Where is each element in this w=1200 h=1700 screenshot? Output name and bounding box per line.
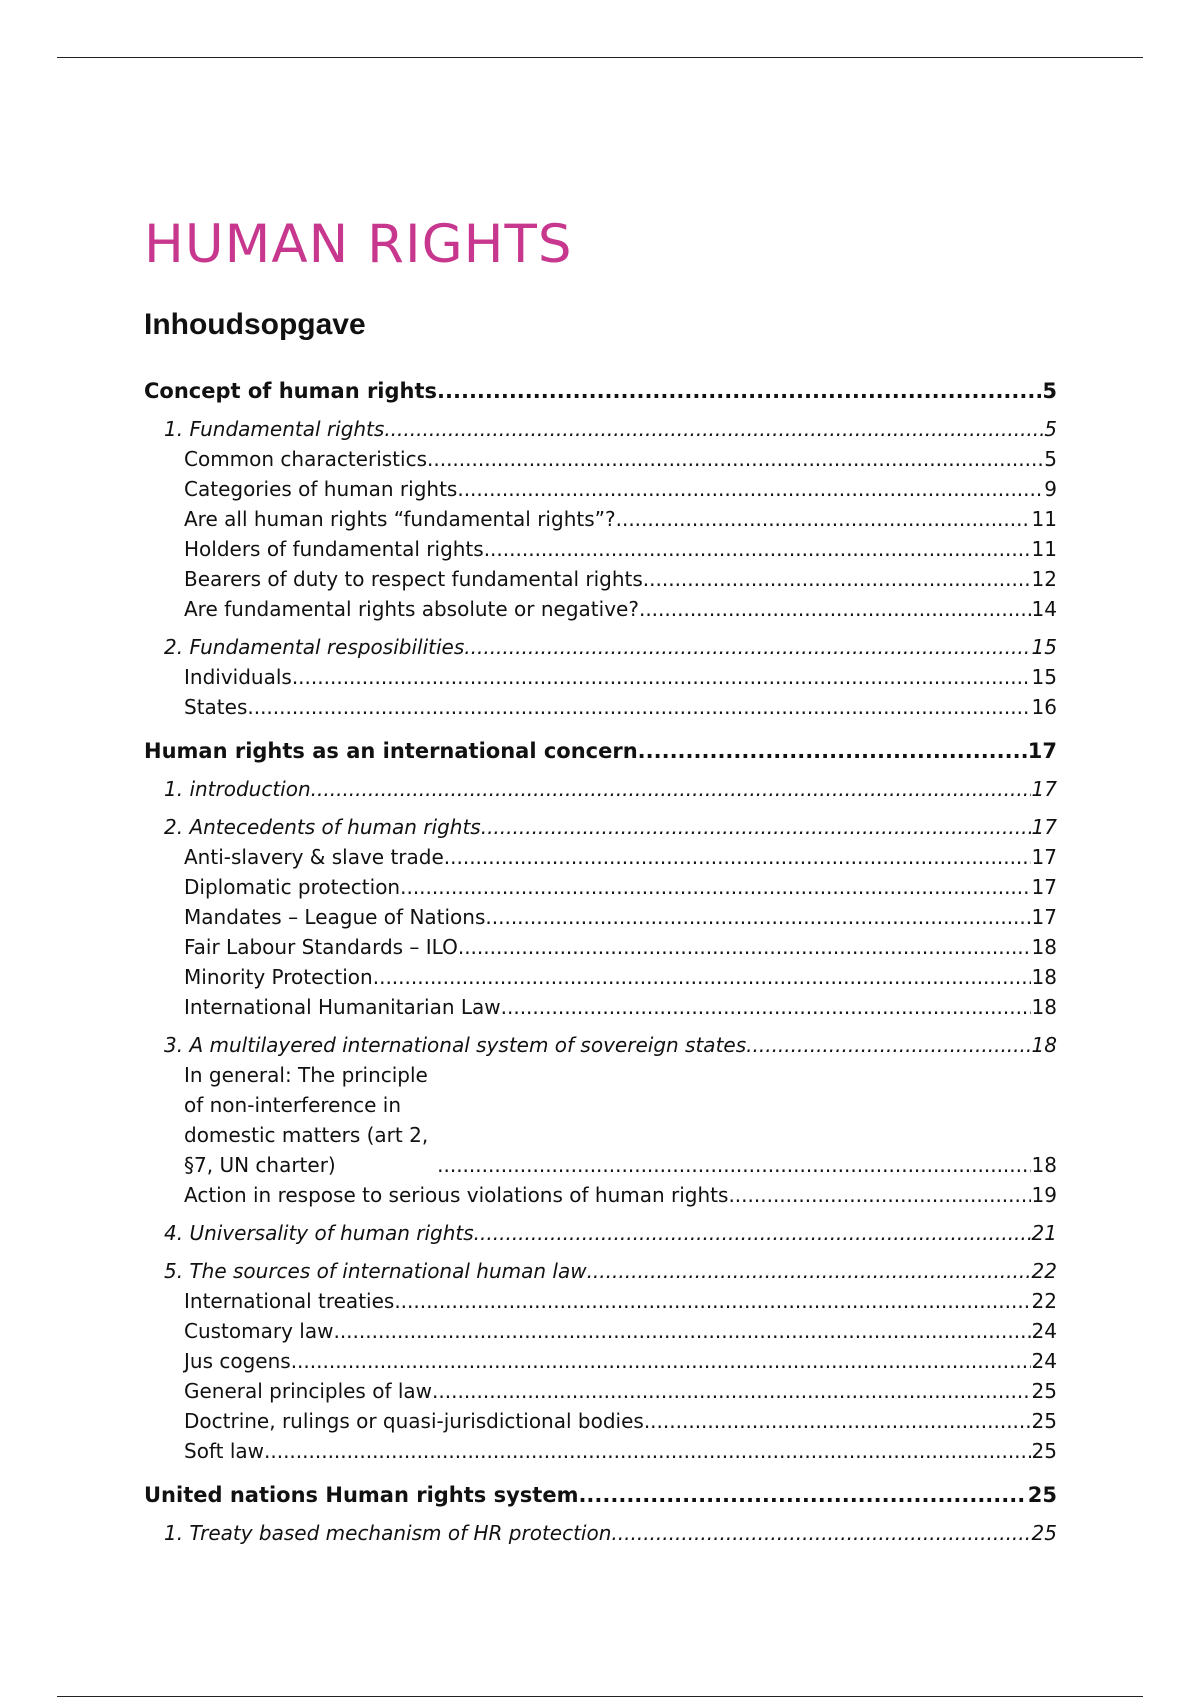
toc-page-number: 11 xyxy=(1031,507,1057,531)
toc-page-number: 17 xyxy=(1031,905,1057,929)
toc-page-number: 25 xyxy=(1031,1439,1057,1463)
toc-entry-label: General principles of law xyxy=(184,1379,433,1403)
toc-leader-dots xyxy=(638,736,1027,766)
toc-entry-level-2[interactable] xyxy=(144,1518,1057,1548)
toc-entry-label: 1. Fundamental rights xyxy=(164,417,385,441)
toc-entry-label: Jus cogens xyxy=(184,1349,291,1373)
toc-entry-level-3[interactable] xyxy=(144,992,1057,1022)
toc-entry-level-3[interactable] xyxy=(144,1346,1057,1376)
toc-entry-level-2[interactable] xyxy=(144,812,1057,842)
toc-entry-level-3[interactable] xyxy=(144,1376,1057,1406)
toc-entry-level-1[interactable] xyxy=(144,1480,1057,1510)
toc-leader-dots xyxy=(333,1316,1030,1346)
toc-entry-label: Anti-slavery & slave trade xyxy=(184,845,444,869)
toc-entry-label: Holders of fundamental rights xyxy=(184,537,484,561)
toc-entry-label: Are fundamental rights absolute or negative? xyxy=(184,597,639,621)
toc-leader-dots xyxy=(247,692,1030,722)
toc-entry-label: Soft law xyxy=(184,1439,264,1463)
toc-entry-level-2[interactable] xyxy=(144,1030,1057,1060)
toc-page-number: 18 xyxy=(1031,965,1057,989)
toc-entry-label: Action in respose to serious violations of human rights xyxy=(184,1183,729,1207)
toc-page-number: 5 xyxy=(1042,379,1057,403)
toc-leader-dots xyxy=(643,564,1031,594)
toc-entry-level-2[interactable] xyxy=(144,1218,1057,1248)
toc-leader-dots xyxy=(437,1150,1030,1180)
toc-page-number: 22 xyxy=(1031,1289,1057,1313)
toc-page-number: 25 xyxy=(1031,1409,1057,1433)
toc-entry-level-3[interactable] xyxy=(144,564,1057,594)
toc-entry-level-3[interactable] xyxy=(144,474,1057,504)
toc-entry-label: 4. Universality of human rights xyxy=(164,1221,474,1245)
toc-entry-label: Doctrine, rulings or quasi-jurisdictional bodies xyxy=(184,1409,644,1433)
toc-entry-label: 5. The sources of international human law xyxy=(164,1259,587,1283)
toc-entry-label: In general: The principle of non-interference in domestic matters (art 2, §7, UN charter) xyxy=(184,1063,429,1177)
toc-entry-label: Mandates – League of Nations xyxy=(184,905,486,929)
toc-entry-label: 1. Treaty based mechanism of HR protection xyxy=(164,1521,612,1545)
toc-leader-dots xyxy=(292,662,1031,692)
toc-page-number: 12 xyxy=(1031,567,1057,591)
toc-leader-dots xyxy=(611,1518,1030,1548)
toc-entry-label: Concept of human rights xyxy=(144,379,438,403)
toc-entry-label: Customary law xyxy=(184,1319,334,1343)
toc-entry-level-3[interactable] xyxy=(144,872,1057,902)
toc-page-number: 15 xyxy=(1031,665,1057,689)
toc-leader-dots xyxy=(432,1376,1031,1406)
toc-entry-level-2[interactable] xyxy=(144,774,1057,804)
toc-leader-dots xyxy=(616,504,1031,534)
toc-page-number: 17 xyxy=(1031,875,1057,899)
toc-leader-dots xyxy=(481,812,1031,842)
toc-entry-level-3[interactable] xyxy=(144,932,1057,962)
toc-entry-level-1[interactable] xyxy=(144,376,1057,406)
toc-entry-level-3[interactable] xyxy=(144,444,1057,474)
toc-entry-level-3[interactable] xyxy=(144,962,1057,992)
toc-entry-level-1[interactable] xyxy=(144,736,1057,766)
toc-entry-level-3[interactable] xyxy=(144,1180,1057,1210)
toc-entry-level-3[interactable] xyxy=(144,1406,1057,1436)
toc-page-number: 17 xyxy=(1027,739,1057,763)
toc-entry-level-3[interactable] xyxy=(144,1286,1057,1316)
toc-leader-dots xyxy=(464,632,1030,662)
toc-entry-label: Categories of human rights xyxy=(184,477,458,501)
toc-entry-label: International treaties xyxy=(184,1289,395,1313)
toc-entry-label: 3. A multilayered international system of sovereign states xyxy=(164,1033,747,1057)
toc-leader-dots xyxy=(400,872,1030,902)
toc-entry-level-3[interactable] xyxy=(144,662,1057,692)
toc-page-number: 14 xyxy=(1031,597,1057,621)
toc-leader-dots xyxy=(394,1286,1030,1316)
toc-page-number: 25 xyxy=(1031,1521,1057,1545)
toc-page-number: 5 xyxy=(1044,447,1057,471)
toc-entry-label: Individuals xyxy=(184,665,292,689)
toc-leader-dots xyxy=(291,1346,1031,1376)
document-title: HUMAN RIGHTS xyxy=(144,214,573,275)
toc-entry-level-3[interactable] xyxy=(144,504,1057,534)
toc-entry-level-2[interactable] xyxy=(144,414,1057,444)
toc-entry-label: 2. Antecedents of human rights xyxy=(164,815,481,839)
toc-page-number: 18 xyxy=(1031,1033,1057,1057)
toc-page-number: 9 xyxy=(1044,477,1057,501)
toc-entry-label: 1. introduction xyxy=(164,777,311,801)
toc-leader-dots xyxy=(485,902,1030,932)
toc-page-number: 24 xyxy=(1031,1319,1057,1343)
toc-entry-label: Common characteristics xyxy=(184,447,427,471)
toc-leader-dots xyxy=(444,842,1031,872)
toc-entry-level-3[interactable] xyxy=(144,534,1057,564)
toc-entry-level-3[interactable] xyxy=(144,1436,1057,1466)
toc-page-number: 17 xyxy=(1031,777,1057,801)
toc-entry-label: Are all human rights “fundamental rights”? xyxy=(184,507,616,531)
toc-leader-dots xyxy=(264,1436,1031,1466)
toc-entry-label: United nations Human rights system xyxy=(144,1483,579,1507)
toc-page-number: 5 xyxy=(1044,417,1057,441)
toc-entry-label: International Humanitarian Law xyxy=(184,995,501,1019)
toc-entry-label: Fair Labour Standards – ILO xyxy=(184,935,458,959)
toc-leader-dots xyxy=(437,376,1041,406)
toc-entry-label: Human rights as an international concern xyxy=(144,739,638,763)
toc-entry-level-3[interactable] xyxy=(144,1060,1057,1180)
header-rule xyxy=(57,57,1143,58)
toc-leader-dots xyxy=(501,992,1031,1022)
toc-heading: Inhoudsopgave xyxy=(144,308,366,341)
toc-page-number: 11 xyxy=(1031,537,1057,561)
toc-entry-level-3[interactable] xyxy=(144,1316,1057,1346)
toc-entry-level-3[interactable] xyxy=(144,842,1057,872)
toc-leader-dots xyxy=(458,932,1031,962)
toc-leader-dots xyxy=(311,774,1031,804)
toc-entry-level-3[interactable] xyxy=(144,692,1057,722)
table-of-contents xyxy=(144,376,1057,1548)
toc-entry-label: Diplomatic protection xyxy=(184,875,401,899)
toc-leader-dots xyxy=(427,444,1043,474)
toc-entry-label: States xyxy=(184,695,248,719)
toc-entry-label: 2. Fundamental resposibilities xyxy=(164,635,465,659)
toc-page-number: 18 xyxy=(1031,995,1057,1019)
toc-page-number: 22 xyxy=(1031,1259,1057,1283)
toc-leader-dots xyxy=(728,1180,1030,1210)
toc-leader-dots xyxy=(484,534,1031,564)
toc-leader-dots xyxy=(384,414,1043,444)
toc-page-number: 18 xyxy=(1031,935,1057,959)
toc-page-number: 15 xyxy=(1031,635,1057,659)
toc-page-number: 19 xyxy=(1031,1183,1057,1207)
toc-page-number: 18 xyxy=(1031,1153,1057,1177)
toc-leader-dots xyxy=(644,1406,1031,1436)
toc-leader-dots xyxy=(578,1480,1026,1510)
toc-leader-dots xyxy=(639,594,1031,624)
toc-page-number: 21 xyxy=(1031,1221,1057,1245)
toc-entry-level-2[interactable] xyxy=(144,632,1057,662)
toc-entry-label: Minority Protection xyxy=(184,965,373,989)
toc-entry-level-2[interactable] xyxy=(144,1256,1057,1286)
toc-leader-dots xyxy=(457,474,1043,504)
toc-entry-label: Bearers of duty to respect fundamental rights xyxy=(184,567,643,591)
toc-entry-level-3[interactable] xyxy=(144,594,1057,624)
toc-leader-dots xyxy=(373,962,1031,992)
toc-page-number: 17 xyxy=(1031,815,1057,839)
toc-leader-dots xyxy=(474,1218,1031,1248)
toc-page-number: 25 xyxy=(1031,1379,1057,1403)
toc-entry-level-3[interactable] xyxy=(144,902,1057,932)
toc-page-number: 25 xyxy=(1027,1483,1057,1507)
toc-page-number: 17 xyxy=(1031,845,1057,869)
toc-leader-dots xyxy=(746,1030,1030,1060)
toc-page-number: 24 xyxy=(1031,1349,1057,1373)
toc-page-number: 16 xyxy=(1031,695,1057,719)
toc-leader-dots xyxy=(587,1256,1031,1286)
footer-rule xyxy=(57,1696,1143,1697)
